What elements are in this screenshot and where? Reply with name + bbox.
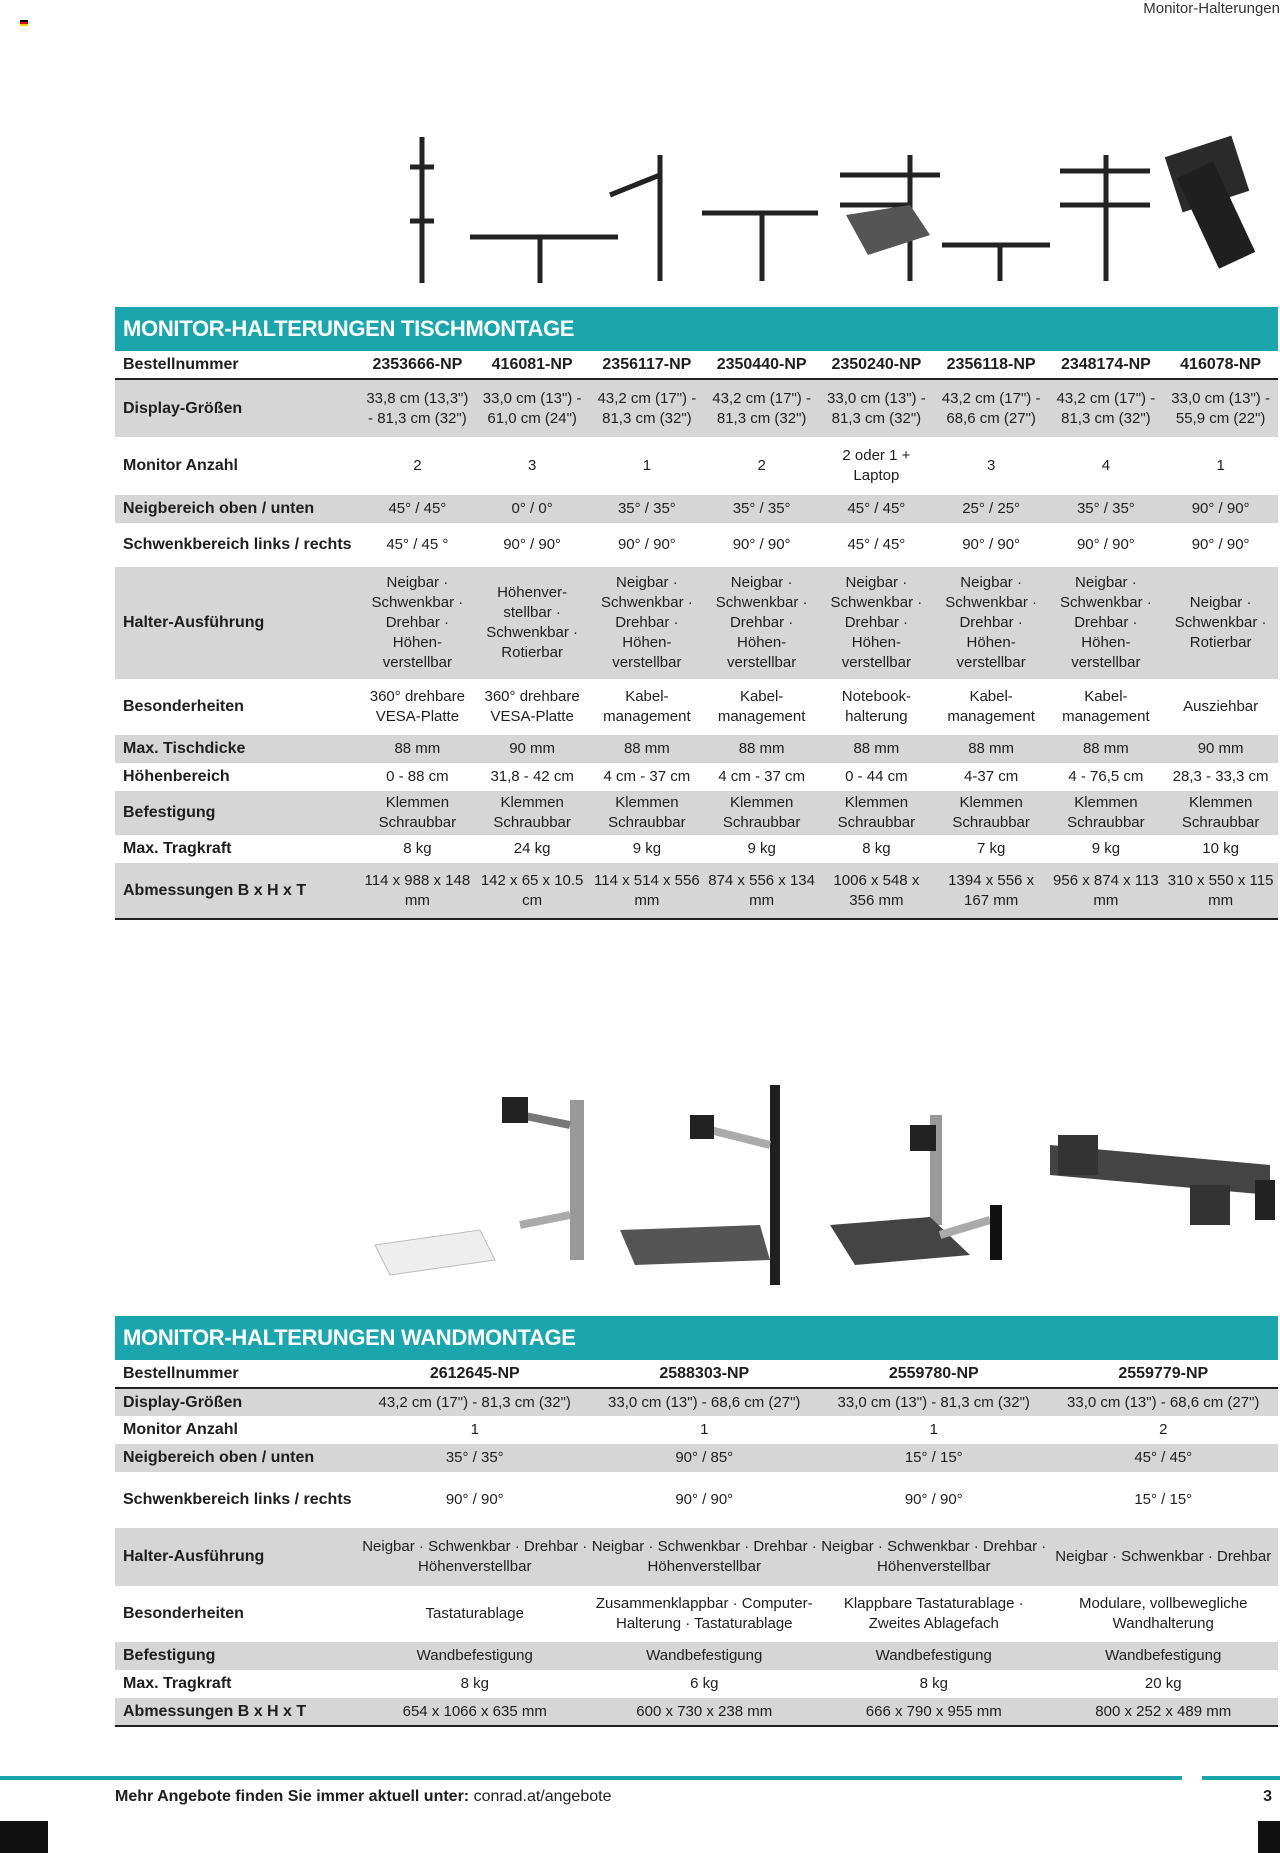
table-row — [115, 1642, 1278, 1670]
table-row — [115, 437, 1278, 495]
row-label: Bestellnummer — [115, 351, 360, 379]
table-header-row — [115, 351, 1278, 379]
table-row — [115, 523, 1278, 567]
table-row — [115, 1670, 1278, 1698]
table-cell: 8 kg — [460, 1675, 489, 1692]
table-cell: Klemmen Schraubbar — [590, 791, 705, 835]
table-cell: 90° / 90° — [617, 536, 676, 553]
table-cell: Tastaturablage — [425, 1605, 524, 1622]
product-number: 416081-NP — [475, 351, 590, 379]
table-cell: 2 oder 1 + Laptop — [842, 447, 911, 484]
table-cell: 8 kg — [403, 840, 432, 857]
table-cell: 2 — [1159, 1421, 1168, 1438]
corner-mark-left — [0, 1821, 48, 1853]
table-cell: 43,2 cm (17") - 68,6 cm (27") — [934, 379, 1049, 437]
table-row — [115, 1698, 1278, 1726]
table-cell: 874 x 556 x 134 mm — [704, 863, 819, 919]
table-cell: Klemmen Schraubbar — [1163, 791, 1278, 835]
table-cell: 666 x 790 x 955 mm — [819, 1698, 1049, 1726]
table-cell: 43,2 cm (17") - 81,3 cm (32") — [360, 1388, 590, 1416]
table-cell: 90° / 90° — [1191, 536, 1250, 553]
table-cell: Klemmen Schraubbar — [360, 791, 475, 835]
table-cell: 1394 x 556 x 167 mm — [934, 863, 1049, 919]
table-row — [115, 1472, 1278, 1528]
product-number: 2559780-NP — [819, 1360, 1049, 1388]
table-cell: 45° / 45 ° — [386, 536, 449, 553]
product-number: 2559779-NP — [1049, 1360, 1279, 1388]
row-label: Display-Größen — [115, 379, 360, 437]
table-cell: 0° / 0° — [475, 495, 590, 523]
table-cell: 35° / 35° — [1049, 495, 1164, 523]
table-cell: 9 kg — [1091, 840, 1121, 857]
table-cell: Neigbar · Schwenkbar · Drehbar — [1049, 1528, 1279, 1586]
row-label: Befestigung — [115, 1642, 360, 1670]
table-row — [115, 863, 1278, 919]
row-label: Monitor Anzahl — [123, 1421, 238, 1438]
table-cell: 7 kg — [976, 840, 1006, 857]
table-cell: 15° / 15° — [819, 1444, 1049, 1472]
product-number: 416078-NP — [1163, 351, 1278, 379]
wall-product-images — [370, 1085, 1280, 1290]
table-cell: Neigbar · Schwenkbar · Drehbar · Höhen-verstellbar — [590, 567, 705, 679]
table-cell: 4 cm - 37 cm — [603, 768, 691, 785]
table-cell: 33,0 cm (13") - 81,3 cm (32") — [819, 379, 934, 437]
row-label: Monitor Anzahl — [123, 457, 238, 474]
page-header-title: Monitor-Halterungen — [1143, 0, 1280, 17]
row-label: Max. Tragkraft — [123, 840, 232, 857]
table-cell: Kabel-management — [1062, 688, 1150, 725]
row-label: Abmessungen B x H x T — [115, 1698, 360, 1726]
wall-mount-spec-table — [115, 1360, 1278, 1727]
table-cell: 360° drehbare VESA-Platte — [369, 688, 465, 725]
table-cell: Klemmen Schraubbar — [704, 791, 819, 835]
table-cell: 4 - 76,5 cm — [1068, 768, 1144, 785]
table-cell: 88 mm — [819, 735, 934, 763]
table-cell: Klemmen Schraubbar — [1049, 791, 1164, 835]
table-cell: 800 x 252 x 489 mm — [1049, 1698, 1279, 1726]
table-cell: 3 — [986, 457, 996, 474]
table-cell: 4 — [1101, 457, 1111, 474]
table-cell: Neigbar · Schwenkbar · Drehbar · Höhen-verstellbar — [360, 567, 475, 679]
table-cell: 33,0 cm (13") - 68,6 cm (27") — [1049, 1388, 1279, 1416]
table-cell: 33,8 cm (13,3") - 81,3 cm (32") — [360, 379, 475, 437]
table-cell: 88 mm — [704, 735, 819, 763]
table-cell: Wandbefestigung — [590, 1642, 820, 1670]
table-cell: 90° / 90° — [904, 1491, 963, 1508]
table-cell: 3 — [527, 457, 537, 474]
row-label: Halter-Ausführung — [115, 1528, 360, 1586]
row-label: Abmessungen B x H x T — [115, 863, 360, 919]
table-cell: Neigbar · Schwenkbar · Drehbar · Höhen-verstellbar — [704, 567, 819, 679]
table-cell: Kabel-management — [603, 688, 691, 725]
table-cell: Neigbar · Schwenkbar · Drehbar · Höhen-verstellbar — [1049, 567, 1164, 679]
product-number: 2356118-NP — [934, 351, 1049, 379]
table-cell: 33,0 cm (13") - 61,0 cm (24") — [475, 379, 590, 437]
table-cell: 90° / 90° — [962, 536, 1021, 553]
table-cell: 33,0 cm (13") - 68,6 cm (27") — [590, 1388, 820, 1416]
table-cell: 88 mm — [360, 735, 475, 763]
wall-mount-section — [115, 1316, 1278, 1727]
table-cell: 9 kg — [632, 840, 662, 857]
desk-mount-banner: MONITOR-HALTERUNGEN TISCHMONTAGE — [115, 307, 1278, 351]
table-cell: 43,2 cm (17") - 81,3 cm (32") — [590, 379, 705, 437]
table-cell: 28,3 - 33,3 cm — [1172, 768, 1269, 785]
table-cell: 600 x 730 x 238 mm — [590, 1698, 820, 1726]
table-cell: Wandbefestigung — [819, 1642, 1049, 1670]
table-cell: Zusammenklappbar · Computer-Halterung · Tastaturablage — [595, 1595, 813, 1632]
table-header-row — [115, 1360, 1278, 1388]
table-cell: 45° / 45° — [360, 495, 475, 523]
footer-accent-line-right — [1202, 1776, 1280, 1780]
table-cell: 15° / 15° — [1134, 1491, 1193, 1508]
table-cell: 90° / 90° — [732, 536, 791, 553]
table-cell: 2 — [413, 457, 422, 474]
table-cell: 35° / 35° — [590, 495, 705, 523]
table-cell: 2 — [757, 457, 766, 474]
table-cell: 360° drehbare VESA-Platte — [484, 688, 580, 725]
table-cell: 1 — [700, 1421, 709, 1438]
table-cell: 8 kg — [919, 1675, 948, 1692]
table-cell: Neigbar · Schwenkbar · Drehbar · Höhen-verstellbar — [819, 567, 934, 679]
desk-mount-illustrations — [370, 135, 1280, 295]
table-cell: 114 x 514 x 556 mm — [590, 863, 705, 919]
table-row — [115, 835, 1278, 863]
table-cell: 90° / 90° — [1076, 536, 1135, 553]
table-cell: Höhenver-stellbar · Schwenkbar · Rotierbar — [475, 567, 590, 679]
table-cell: 35° / 35° — [360, 1444, 590, 1472]
table-cell: 0 - 88 cm — [386, 768, 449, 785]
row-label: Schwenkbereich links / rechts — [123, 1491, 352, 1508]
table-cell: 90 mm — [1163, 735, 1278, 763]
table-cell: 1006 x 548 x 356 mm — [819, 863, 934, 919]
table-cell: Klemmen Schraubbar — [934, 791, 1049, 835]
table-cell: 88 mm — [934, 735, 1049, 763]
corner-mark-right — [1258, 1821, 1280, 1853]
table-cell: 90° / 90° — [445, 1491, 504, 1508]
table-cell: 88 mm — [1049, 735, 1164, 763]
table-row — [115, 1416, 1278, 1444]
row-label: Halter-Ausführung — [115, 567, 360, 679]
table-cell: Neigbar · Schwenkbar · Drehbar · Höhenverstellbar — [360, 1528, 590, 1586]
table-row — [115, 679, 1278, 735]
table-cell: 114 x 988 x 148 mm — [360, 863, 475, 919]
product-number: 2353666-NP — [360, 351, 475, 379]
product-number: 2350440-NP — [704, 351, 819, 379]
table-cell: Klemmen Schraubbar — [475, 791, 590, 835]
table-cell: Notebook-halterung — [841, 688, 911, 725]
table-cell: 24 kg — [513, 840, 551, 857]
product-number: 2350240-NP — [819, 351, 934, 379]
table-cell: Klemmen Schraubbar — [819, 791, 934, 835]
table-cell: 1 — [929, 1421, 938, 1438]
footer-lead: Mehr Angebote finden Sie immer aktuell unter: — [115, 1788, 470, 1805]
table-cell: 33,0 cm (13") - 81,3 cm (32") — [819, 1388, 1049, 1416]
table-cell: Neigbar · Schwenkbar · Drehbar · Höhen-verstellbar — [934, 567, 1049, 679]
table-cell: 45° / 45° — [819, 495, 934, 523]
table-cell: 956 x 874 x 113 mm — [1049, 863, 1164, 919]
table-cell: 90° / 90° — [1163, 495, 1278, 523]
table-row — [115, 495, 1278, 523]
footer-link[interactable]: conrad.at/angebote — [473, 1788, 612, 1805]
table-cell: Wandbefestigung — [360, 1642, 590, 1670]
table-cell: 1 — [470, 1421, 479, 1438]
table-row — [115, 1586, 1278, 1642]
row-label: Bestellnummer — [115, 1360, 360, 1388]
table-cell: 90 mm — [475, 735, 590, 763]
table-cell: Kabel-management — [947, 688, 1035, 725]
table-cell: 43,2 cm (17") - 81,3 cm (32") — [1049, 379, 1164, 437]
table-row — [115, 735, 1278, 763]
table-cell: 20 kg — [1144, 1675, 1182, 1692]
table-cell: Wandbefestigung — [1049, 1642, 1279, 1670]
table-row — [115, 1388, 1278, 1416]
table-cell: 43,2 cm (17") - 81,3 cm (32") — [704, 379, 819, 437]
desk-product-images — [370, 135, 1280, 295]
table-cell: Modulare, vollbewegliche Wandhalterung — [1079, 1595, 1248, 1632]
product-number: 2612645-NP — [360, 1360, 590, 1388]
table-cell: 35° / 35° — [704, 495, 819, 523]
table-cell: 1 — [642, 457, 652, 474]
table-row — [115, 763, 1278, 791]
table-cell: 142 x 65 x 10.5 cm — [475, 863, 590, 919]
wall-mount-illustrations — [370, 1085, 1280, 1290]
table-cell: 45° / 45° — [847, 536, 906, 553]
table-cell: Neigbar · Schwenkbar · Rotierbar — [1163, 567, 1278, 679]
row-label: Schwenkbereich links / rechts — [123, 536, 352, 553]
table-cell: 10 kg — [1202, 840, 1239, 857]
table-cell: 90° / 90° — [503, 536, 562, 553]
table-row — [115, 791, 1278, 835]
table-cell: 90° / 85° — [590, 1444, 820, 1472]
row-label: Besonderheiten — [123, 698, 244, 715]
table-cell: 6 kg — [690, 1675, 719, 1692]
table-cell: Neigbar · Schwenkbar · Drehbar · Höhenverstellbar — [819, 1528, 1049, 1586]
language-flag-icon — [20, 20, 28, 26]
footer-text — [115, 1788, 611, 1806]
row-label: Max. Tischdicke — [115, 735, 360, 763]
table-cell: 1 — [1216, 457, 1225, 474]
table-cell: 25° / 25° — [934, 495, 1049, 523]
table-row — [115, 1528, 1278, 1586]
row-label: Befestigung — [115, 791, 360, 835]
table-cell: 8 kg — [862, 840, 891, 857]
product-number: 2348174-NP — [1049, 351, 1164, 379]
product-number: 2356117-NP — [590, 351, 705, 379]
table-row — [115, 1444, 1278, 1472]
table-row — [115, 379, 1278, 437]
table-cell: 45° / 45° — [1049, 1444, 1279, 1472]
row-label: Höhenbereich — [123, 768, 230, 785]
table-cell: 4-37 cm — [964, 768, 1019, 785]
row-label: Neigbereich oben / unten — [115, 1444, 360, 1472]
table-cell: Ausziehbar — [1183, 698, 1259, 715]
wall-mount-banner: MONITOR-HALTERUNGEN WANDMONTAGE — [115, 1316, 1278, 1360]
footer-accent-line — [0, 1776, 1182, 1780]
table-cell: Klappbare Tastaturablage · Zweites Ablagefach — [843, 1595, 1024, 1632]
desk-mount-spec-table — [115, 351, 1278, 920]
table-cell: 4 cm - 37 cm — [718, 768, 805, 785]
table-cell: 90° / 90° — [675, 1491, 734, 1508]
table-row — [115, 567, 1278, 679]
table-cell: 33,0 cm (13") - 55,9 cm (22") — [1163, 379, 1278, 437]
table-cell: Kabel-management — [717, 688, 806, 725]
table-cell: 88 mm — [590, 735, 705, 763]
table-cell: Neigbar · Schwenkbar · Drehbar · Höhenverstellbar — [590, 1528, 820, 1586]
table-cell: 31,8 - 42 cm — [490, 768, 574, 785]
table-cell: 9 kg — [747, 840, 776, 857]
table-cell: 654 x 1066 x 635 mm — [360, 1698, 590, 1726]
row-label: Display-Größen — [115, 1388, 360, 1416]
row-label: Besonderheiten — [123, 1605, 244, 1622]
page-number: 3 — [1263, 1788, 1272, 1805]
product-number: 2588303-NP — [590, 1360, 820, 1388]
row-label: Neigbereich oben / unten — [115, 495, 360, 523]
table-cell: 0 - 44 cm — [845, 768, 908, 785]
table-cell: 310 x 550 x 115 mm — [1163, 863, 1278, 919]
desk-mount-section — [115, 307, 1278, 920]
row-label: Max. Tragkraft — [123, 1675, 232, 1692]
